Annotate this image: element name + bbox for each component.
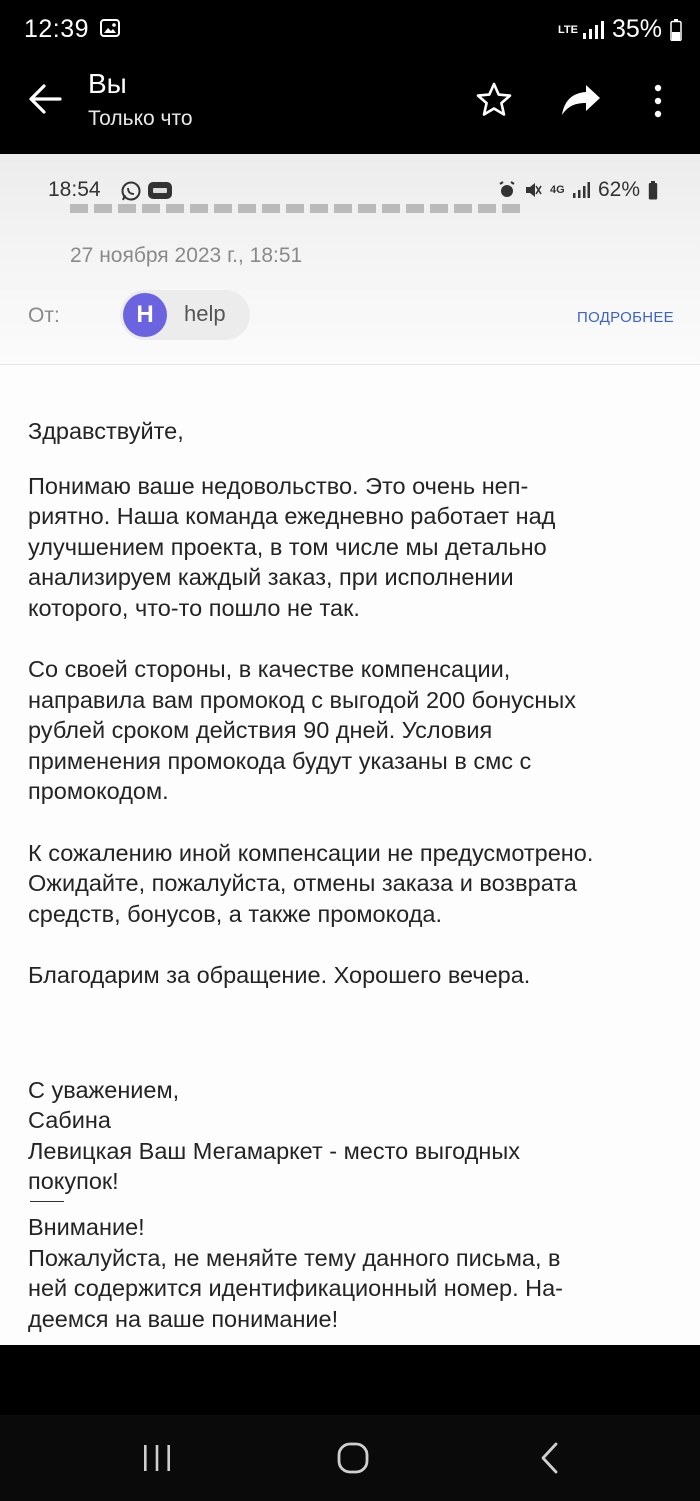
signal-icon: [582, 20, 604, 40]
gallery-notification-icon: [100, 19, 120, 37]
sender-avatar: H: [123, 293, 167, 337]
email-screenshot-image: [0, 154, 700, 1345]
inner-status-right: [498, 178, 658, 202]
paragraph-promo: Со своей стороны, в качестве компенсации, направила вам промокод с выгодой 200 бонусных рублей сроком действия 90 дней. Условия применения промокода будут указаны в смс с промокодом.: [28, 656, 577, 804]
sender-name: Вы: [88, 68, 127, 99]
navigation-bar: [0, 1415, 700, 1501]
wildberries-icon: [148, 182, 172, 199]
sender-address: help: [184, 301, 226, 326]
paragraph-apology: Понимаю ваше недовольство. Это очень неп- риятно. Наша команда ежедневно работает над улучшением проекта, в том числе мы детально анализируем каждый заказ, при исполнении которого, что-то пошло не так.: [28, 472, 556, 621]
inner-signal-icon: [572, 182, 590, 198]
app-header: [0, 60, 700, 152]
sender-chip[interactable]: [120, 290, 250, 340]
status-right: [558, 15, 682, 44]
more-options-icon[interactable]: [646, 82, 670, 120]
bottom-spacer: [0, 1345, 700, 1415]
signature-divider: [30, 1201, 64, 1203]
inner-status-time: 18:54: [48, 178, 101, 201]
home-icon[interactable]: [336, 1441, 370, 1475]
mute-icon: [524, 181, 542, 199]
inner-status-bar: [48, 178, 658, 206]
alarm-icon: [498, 181, 516, 199]
nav-back-icon[interactable]: [536, 1441, 564, 1475]
star-icon[interactable]: [474, 80, 514, 120]
from-label: От:: [28, 304, 60, 327]
whatsapp-icon: [120, 180, 142, 202]
status-time: 12:39: [24, 15, 90, 43]
paragraph-thanks: Благодарим за обращение. Хорошего вечера.: [28, 962, 531, 988]
email-body: [28, 416, 688, 1334]
back-arrow-icon[interactable]: [26, 80, 64, 118]
email-header-area: [0, 154, 700, 365]
signature: С уважением, Сабина Левицкая Ваш Мегамаркет - место выгодных покупок!: [28, 1076, 521, 1194]
inner-battery-percent: 62%: [597, 178, 640, 201]
greeting: Здравствуйте,: [28, 418, 184, 444]
battery-percent: 35%: [611, 15, 662, 43]
inner-network-label: 4G: [549, 184, 565, 196]
email-date: 27 ноября 2023 г., 18:51: [70, 244, 303, 267]
paragraph-no-compensation: К сожалению иной компенсации не предусмотрено. Ожидайте, пожалуйста, отмены заказа и возврата средств, бонусов, а также промокода.: [28, 839, 594, 927]
recent-apps-icon[interactable]: [140, 1443, 174, 1473]
sender-timestamp: Только что: [88, 107, 193, 130]
network-label: LTE: [557, 23, 578, 36]
forward-icon[interactable]: [560, 82, 602, 118]
notice: Внимание! Пожалуйста, не меняйте тему данного письма, в ней содержится идентификационный номер. На- деемся на ваше понимание!: [28, 1214, 564, 1332]
status-bar: [0, 0, 700, 60]
cropped-subject-line: [70, 204, 522, 213]
battery-icon: [670, 19, 682, 41]
inner-battery-icon: [648, 181, 658, 200]
details-link[interactable]: ПОДРОБНЕЕ: [576, 309, 674, 326]
